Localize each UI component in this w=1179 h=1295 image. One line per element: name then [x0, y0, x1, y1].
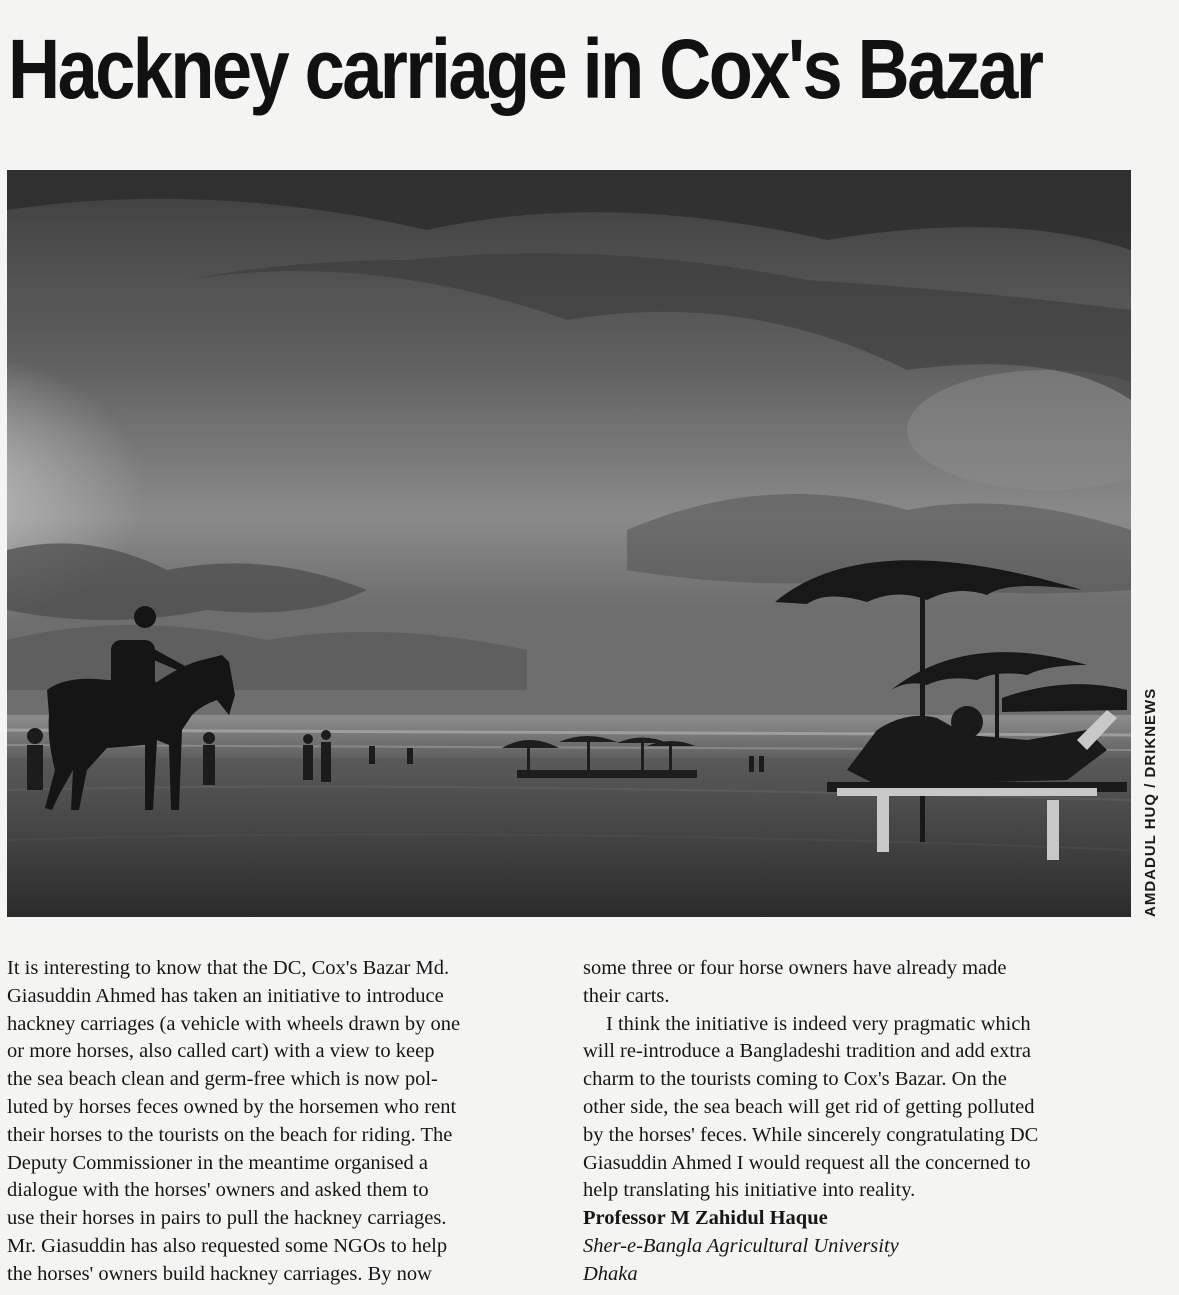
author-affiliation: Sher-e-Bangla Agricultural University [583, 1234, 899, 1257]
body-paragraph-1-continued [583, 955, 1143, 1011]
text-line: use their horses in pairs to pull the hackney carriages. [7, 1207, 447, 1230]
text-line: some three or four horse owners have already made [583, 957, 1007, 979]
text-line: dialogue with the horses' owners and asked them to [7, 1179, 429, 1202]
text-line: help translating his initiative into reality. [583, 1179, 916, 1202]
text-line: their carts. [583, 984, 670, 1007]
text-line: Giasuddin Ahmed I would request all the concerned to [583, 1151, 1031, 1174]
text-line: by the horses' feces. While sincerely congratulating DC [583, 1123, 1039, 1146]
text-line: Deputy Commissioner in the meantime organised a [7, 1151, 428, 1174]
text-line: or more horses, also called cart) with a view to keep [7, 1040, 435, 1063]
text-line: luted by horses feces owned by the horsemen who rent [7, 1095, 457, 1118]
photo-credit: AMDADUL HUQ / DRIKNEWS [1142, 687, 1159, 917]
beach-photo [7, 170, 1131, 917]
text-line: hackney carriages (a vehicle with wheels drawn by one [7, 1012, 461, 1035]
text-line: Mr. Giasuddin has also requested some NGOs to help [7, 1234, 448, 1257]
signature [583, 1205, 1143, 1288]
text-line: I think the initiative is indeed very pragmatic which [606, 1012, 1031, 1035]
article-body-left-column [7, 955, 559, 1289]
text-line: the horses' owners build hackney carriages. By now [7, 1262, 432, 1285]
text-line: It is interesting to know that the DC, Cox's Bazar Md. [7, 957, 450, 979]
text-line: their horses to the tourists on the beach for riding. The [7, 1123, 453, 1146]
article-body-right-column [583, 955, 1143, 1289]
text-line: the sea beach clean and germ-free which is now pol- [7, 1068, 438, 1091]
author-name: Professor M Zahidul Haque [583, 1207, 828, 1230]
body-paragraph-1 [7, 955, 559, 1289]
text-line: other side, the sea beach will get rid of getting polluted [583, 1095, 1035, 1118]
text-line: Giasuddin Ahmed has taken an initiative to introduce [7, 984, 444, 1007]
text-line: charm to the tourists coming to Cox's Bazar. On the [583, 1068, 1007, 1091]
text-line: will re-introduce a Bangladeshi tradition and add extra [583, 1040, 1031, 1063]
body-paragraph-2 [583, 1011, 1143, 1206]
headline: Hackney carriage in Cox's Bazar [8, 22, 1042, 116]
author-city: Dhaka [583, 1262, 638, 1285]
